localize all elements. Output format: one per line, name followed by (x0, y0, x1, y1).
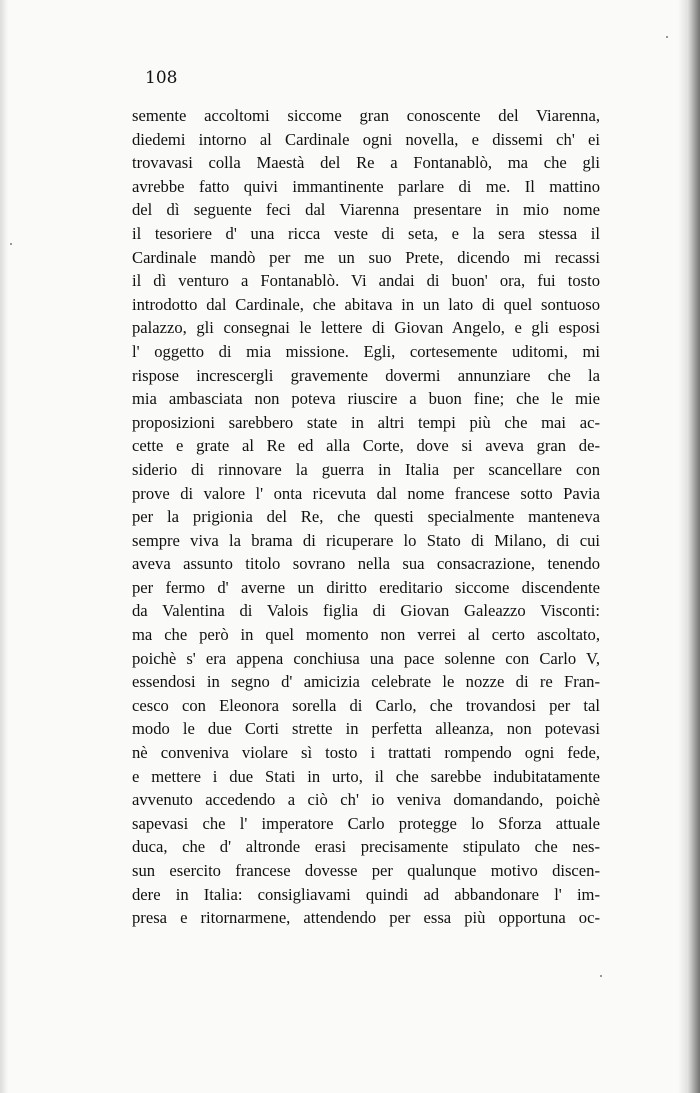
text-line: sempre viva la brama di ricuperare lo Stato di Milano, di cui (132, 530, 600, 550)
text-line: da Valentina di Valois figlia di Giovan Galeazzo Visconti: (132, 601, 600, 621)
text-line: palazzo, gli consegnai le lettere di Giovan Angelo, e gli esposi (132, 318, 600, 338)
body-text (132, 104, 600, 930)
text-line: ma che però in quel momento non verrei al certo ascoltato, (132, 625, 600, 645)
text-line: rispose increscergli gravemente dovermi annunziare che la (132, 365, 600, 385)
text-line: per fermo d' averne un diritto ereditario siccome discendente (132, 577, 600, 597)
text-line: semente accoltomi siccome gran conoscente del Viarenna, (132, 106, 600, 125)
text-line: prove di valore l' onta ricevuta dal nome francese sotto Pavia (132, 483, 600, 503)
right-edge-shadow (678, 0, 700, 1093)
paper-speck (600, 975, 602, 977)
text-line: cesco con Eleonora sorella di Carlo, che trovandosi per tal (132, 695, 600, 715)
text-line: diedemi intorno al Cardinale ogni novella, e dissemi ch' ei (132, 129, 600, 149)
page-number: 108 (145, 68, 178, 88)
text-line: e mettere i due Stati in urto, il che sarebbe indubitatamente (132, 766, 600, 786)
text-line: avrebbe fatto quivi immantinente parlare di me. Il mattino (132, 176, 600, 196)
text-line: per la prigionia del Re, che questi specialmente manteneva (132, 507, 600, 527)
left-edge-shadow (0, 0, 8, 1093)
text-line: Cardinale mandò per me un suo Prete, dicendo mi recassi (132, 247, 600, 267)
text-line: sun esercito francese dovesse per qualunque motivo discen- (132, 861, 600, 880)
text-line: essendosi in segno d' amicizia celebrate le nozze di re Fran- (132, 672, 600, 692)
text-line: del dì seguente feci dal Viarenna presentare in mio nome (132, 200, 600, 220)
text-line: il dì venturo a Fontanablò. Vi andai di buon' ora, fui tosto (132, 271, 600, 291)
text-line: introdotto dal Cardinale, che abitava in un lato di quel sontuoso (132, 294, 600, 314)
text-line: mia ambasciata non poteva riuscire a buon fine; che le mie (132, 389, 600, 409)
text-line: aveva assunto titolo sovrano nella sua consacrazione, tenendo (132, 554, 600, 574)
text-line: proposizioni sarebbero state in altri tempi più che mai ac- (132, 412, 600, 432)
text-line: l' oggetto di mia missione. Egli, cortesemente uditomi, mi (132, 341, 600, 361)
text-line: cette e grate al Re ed alla Corte, dove si aveva gran de- (132, 436, 600, 456)
text-line: trovavasi colla Maestà del Re a Fontanablò, ma che gli (132, 153, 600, 173)
text-line: poichè s' era appena conchiusa una pace solenne con Carlo V, (132, 648, 600, 668)
text-line: il tesoriere d' una ricca veste di seta, e la sera stessa il (132, 223, 600, 243)
text-line: siderio di rinnovare la guerra in Italia per scancellare con (132, 459, 600, 479)
text-line: duca, che d' altronde erasi precisamente stipulato che nes- (132, 837, 600, 857)
text-line: avvenuto accedendo a ciò ch' io veniva domandando, poichè (132, 790, 600, 810)
paper-speck (666, 36, 668, 38)
text-line: modo le due Corti strette in perfetta alleanza, non potevasi (132, 719, 600, 739)
paper-speck (10, 243, 12, 245)
text-line: dere in Italia: consigliavami quindi ad abbandonare l' im- (132, 884, 600, 904)
text-line: presa e ritornarmene, attendendo per essa più opportuna oc- (132, 908, 600, 928)
text-line: nè conveniva violare sì tosto i trattati rompendo ogni fede, (132, 743, 600, 763)
text-line: sapevasi che l' imperatore Carlo protegge lo Sforza attuale (132, 813, 600, 833)
